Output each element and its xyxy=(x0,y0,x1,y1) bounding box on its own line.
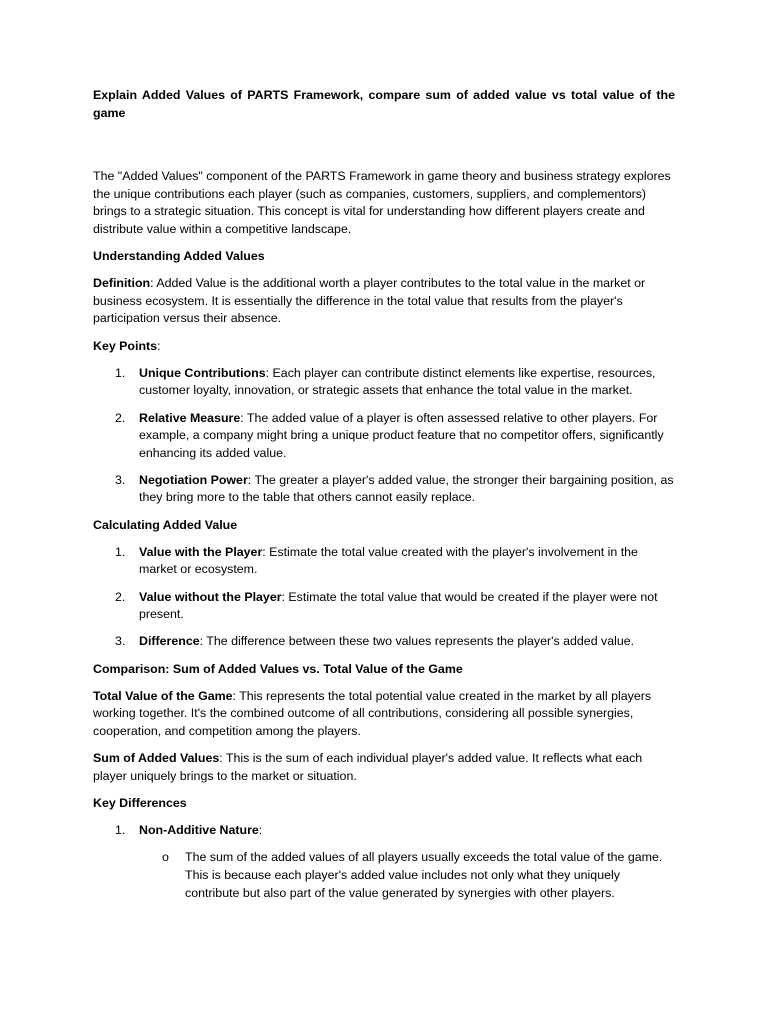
heading-calculating: Calculating Added Value xyxy=(93,517,238,532)
bullet-icon: o xyxy=(162,850,169,865)
list-number: 1. xyxy=(115,365,126,380)
definition-label: Definition xyxy=(93,276,151,291)
sub-list xyxy=(139,849,675,902)
sum-values-label: Sum of Added Values xyxy=(93,751,220,766)
list-item xyxy=(93,822,675,902)
list-item-text: : Estimate the total value that would be created if the player were not present. xyxy=(139,589,658,622)
differences-list xyxy=(93,822,675,902)
heading-comparison: Comparison: Sum of Added Values vs. Total Value of the Game xyxy=(93,661,463,676)
sub-list-text: The sum of the added values of all players usually exceeds the total value of the game. This is because each player's added value includes not only what they uniquely contribute but also part of the value generated by synergies with other players. xyxy=(185,850,663,900)
list-item xyxy=(93,410,675,463)
list-item-label: Relative Measure xyxy=(139,410,241,425)
sum-values-paragraph xyxy=(93,750,675,785)
document-title: Explain Added Values of PARTS Framework, compare sum of added value vs total value of the game xyxy=(93,88,675,120)
title-spacer xyxy=(93,122,675,168)
list-number: 1. xyxy=(115,544,126,559)
calculating-steps-list xyxy=(93,544,675,651)
list-item-text: : The difference between these two values represents the player's added value. xyxy=(199,634,635,649)
list-item xyxy=(93,544,675,579)
intro-paragraph: The "Added Values" component of the PARTS Framework in game theory and business strategy explores the unique contributions each player (such as companies, customers, suppliers, and complementors) brings to a strategic situation. This concept is vital for understanding how different players create and distribute value within a competitive landscape. xyxy=(93,169,671,236)
list-item-label: Value with the Player xyxy=(139,544,263,559)
definition-paragraph xyxy=(93,275,675,328)
list-item-label: Value without the Player xyxy=(139,589,282,604)
list-item xyxy=(93,589,675,624)
total-value-paragraph xyxy=(93,688,675,741)
list-item-colon: : xyxy=(258,823,263,838)
list-item-label: Negotiation Power xyxy=(139,472,248,487)
list-number: 3. xyxy=(115,472,126,487)
list-item xyxy=(93,633,675,651)
keypoints-heading xyxy=(93,338,675,356)
list-number: 3. xyxy=(115,634,126,649)
heading-understanding: Understanding Added Values xyxy=(93,248,265,263)
total-value-label: Total Value of the Game xyxy=(93,688,233,703)
keypoints-list xyxy=(93,365,675,507)
list-item-text: : Estimate the total value created with the player's involvement in the market or ecosystem. xyxy=(139,544,638,577)
keypoints-colon: : xyxy=(157,338,161,353)
list-number: 2. xyxy=(115,410,126,425)
document-content xyxy=(93,86,675,912)
list-item-label: Non-Additive Nature xyxy=(139,823,259,838)
list-item-text: : Each player can contribute distinct elements like expertise, resources, customer loyalty, innovation, or strategic assets that enhance the total value in the market. xyxy=(139,365,656,398)
total-value-text: : This represents the total potential value created in the market by all players working together. It's the combined outcome of all contributions, considering all possible synergies, cooperation, and competition among the players. xyxy=(93,688,652,738)
list-item-text: : The added value of a player is often assessed relative to other players. For example, a company might bring a unique product feature that no competitor offers, significantly enhancing its added value. xyxy=(139,410,664,460)
list-item xyxy=(93,472,675,507)
definition-text: : Added Value is the additional worth a player contributes to the total value in the market or business ecosystem. It is essentially the difference in the total value that results from the player's participation versus their absence. xyxy=(93,276,646,326)
list-item xyxy=(93,365,675,400)
heading-differences: Key Differences xyxy=(93,795,187,810)
list-item-label: Unique Contributions xyxy=(139,365,266,380)
keypoints-label: Key Points xyxy=(93,338,158,353)
sum-values-text: : This is the sum of each individual player's added value. It reflects what each player uniquely brings to the market or situation. xyxy=(93,751,643,783)
list-item-text: : The greater a player's added value, the stronger their bargaining position, as they bring more to the table that others cannot easily replace. xyxy=(139,472,674,505)
list-number: 2. xyxy=(115,589,126,604)
list-item-label: Difference xyxy=(139,634,200,649)
sub-list-item xyxy=(139,849,675,902)
list-number: 1. xyxy=(115,823,126,838)
